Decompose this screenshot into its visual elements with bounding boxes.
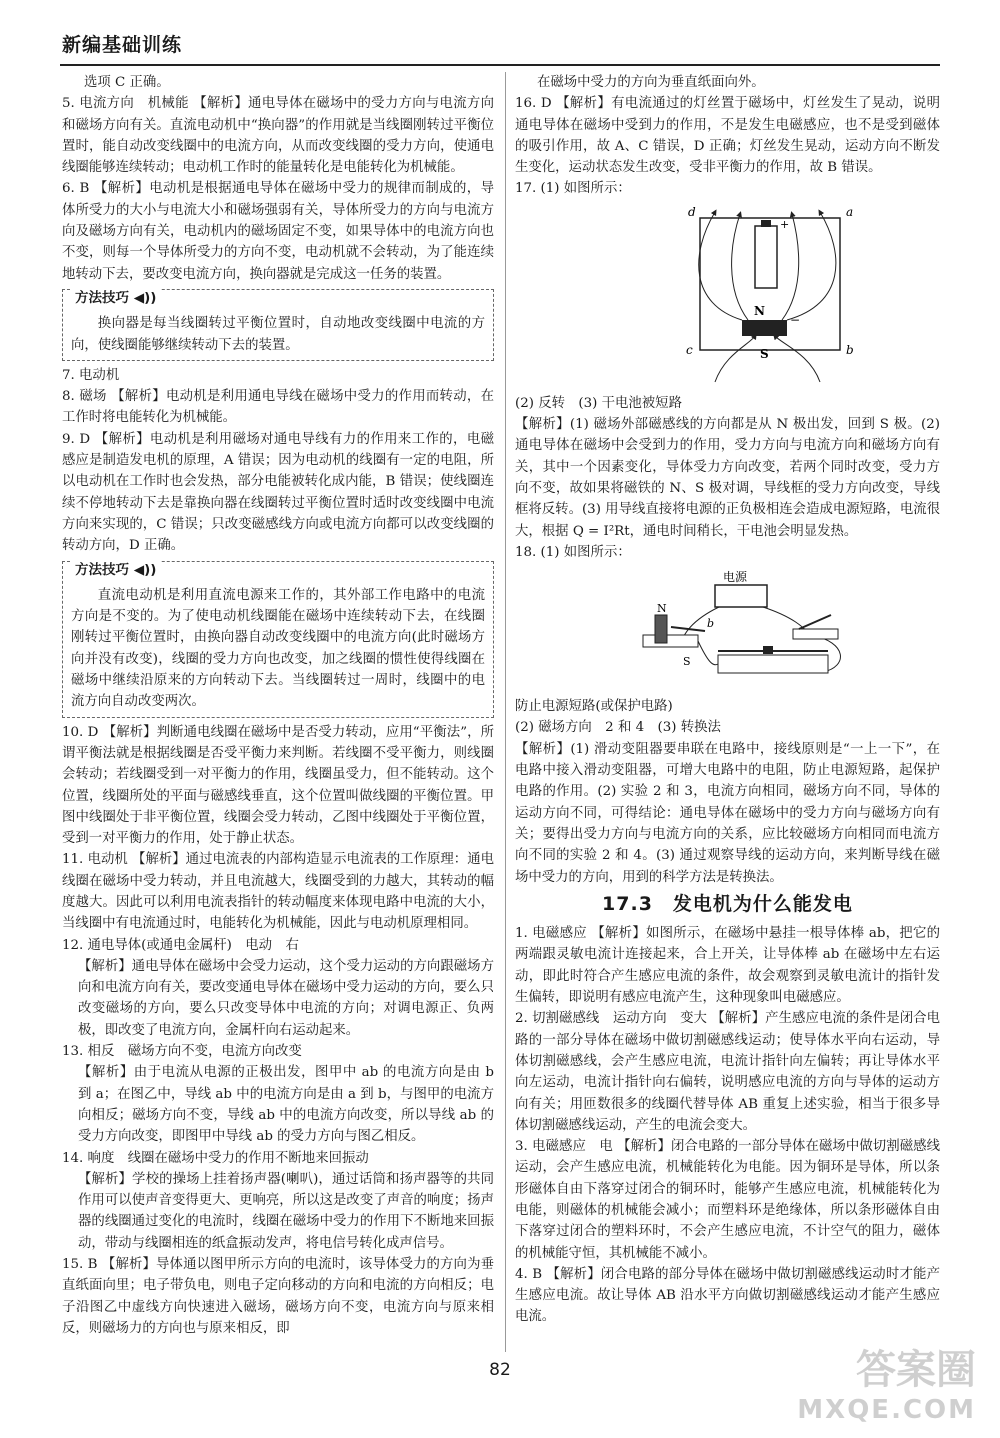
- battery-terminal: [761, 220, 771, 227]
- north-label: N: [657, 602, 667, 616]
- plus-label: +: [780, 217, 790, 231]
- section-answer-1: 1. 电磁感应 【解析】如图所示，在磁场中悬挂一根导体棒 ab，把它的两端跟灵敏电流计连接起来，合上开关，让导体棒 ab 在磁场中左右运动，即此时符合产生感应电流的条件，故会观察到灵敏电流计的指针发生偏转，即说明有感应电流产生，这种现象叫电磁感应。: [515, 926, 940, 1006]
- magnetic-field-diagram: [670, 204, 870, 389]
- power-supply-box: [715, 585, 767, 607]
- answer-18: 18. (1) 如图所示：: [515, 544, 631, 560]
- watermark-logo: 答案圈 MXQE.COM: [797, 1347, 976, 1425]
- answer-8: 8. 磁场 【解析】电动机是利用通电导线在磁场中受力的作用而转动，在工作时将电能转化为机械能。: [62, 389, 494, 426]
- field-line: [715, 336, 755, 382]
- south-label: S: [683, 655, 691, 669]
- battery-icon: [755, 226, 777, 288]
- answer-14-analysis: 【解析】学校的操场上挂着扬声器(喇叭)，通过话筒和扬声器等的共同作用可以使声音变得更大、更响亮，所以这是改变了声音的响度；扬声器的线圈通过变化的电流时，线圈在磁场中受力的作用下不断地来回振动，带动与线圈相连的纸盒振动发声，将电信号转化成声信号。: [78, 1171, 494, 1251]
- point-label-b: b: [707, 617, 715, 631]
- magnet: [655, 615, 667, 643]
- right-column: [515, 72, 940, 1328]
- corner-label-a: a: [846, 204, 854, 219]
- answer-18-parts: (2) 磁场方向 2 和 4 (3) 转换法: [515, 720, 721, 736]
- answer-text: 在磁场中受力的方向为垂直纸面向外。: [537, 75, 765, 90]
- corner-label-b: b: [846, 342, 854, 357]
- method-tip-title: 方法技巧 ◀)): [71, 288, 160, 309]
- answer-12-analysis: 【解析】通电导体在磁场中会受力运动，这个受力运动的方向跟磁场方向和电流方向有关，要改变通电导体在磁场中受力运动的方向，要么只改变磁场的方向，要么只改变导体中电流的方向；对调电源正、负两极，即改变了电流方向，金属杆向右运动起来。: [78, 958, 494, 1038]
- base-board: [643, 635, 698, 647]
- section-answer-3: 3. 电磁感应 电 【解析】闭合电路的一部分导体在磁场中做切割磁感线运动，会产生感应电流，机械能转化为电能。因为铜环是导体，所以条形磁体自由下落穿过闭合的铜环时，能够产生感应电流，机械能转化为电能，则磁体的机械能会减小；而塑料环是绝缘体，所以条形磁体自由下落穿过闭合的塑料环时，不会产生感应电流，不计空气的阻力，磁体的机械能守恒，其机械能不减小。: [515, 1139, 940, 1261]
- field-line: [732, 214, 748, 320]
- left-column: [62, 72, 494, 1339]
- wire: [698, 641, 718, 665]
- corner-label-c: c: [686, 342, 693, 357]
- minus-label: −: [790, 312, 801, 327]
- north-label: N: [754, 303, 765, 318]
- method-tip-text: 换向器是每当线圈转过平衡位置时，自动地改变线圈中电流的方向，使线圈能够继续转动下去的装置。: [71, 316, 485, 353]
- switch-lever: [799, 615, 831, 629]
- power-supply-label: 电源: [723, 570, 748, 585]
- method-tip-box: [62, 561, 494, 718]
- method-tip-title: 方法技巧 ◀)): [71, 560, 160, 581]
- speaker-icon: ◀)): [133, 289, 157, 306]
- book-title: 新编基础训练: [62, 34, 183, 56]
- section-answer-2: 2. 切割磁感线 运动方向 变大 【解析】产生感应电流的条件是闭合电路的一部分导体在磁场中做切割磁感线运动；使导体水平向右运动，导体切割磁感线，会产生感应电流，电流计指针向左偏转；再让导体水平向左运动，电流计指针向右偏转，说明感应电流的方向与导体的运动方向有关；用匝数很多的线圈代替导体 AB 重复上述实验，相当于很多导体切割磁感线运动，产生的电流会变大。: [515, 1011, 940, 1133]
- south-label: S: [760, 346, 769, 361]
- answer-9: 9. D 【解析】电动机是利用磁场对通电导线有力的作用来工作的，电磁感应是制造发电机的原理，A 错误；因为电动机的线圈有一定的电阻，所以电动机在工作时也会发热，部分电能被转化成内能，B 错误；使线圈连续不停地转动下去是靠换向器在线圈转过平衡位置时适时改变线圈中电流方向来实现的，C 错误；只改变磁感线方向或电流方向都可以改变线圈的转动方向，D 正确。: [62, 431, 494, 554]
- section-title: 17.3 发电机为什么能发电: [602, 892, 853, 915]
- answer-17-parts: (2) 反转 (3) 干电池被短路: [515, 395, 682, 411]
- answer-18-analysis: 【解析】(1) 滑动变阻器要串联在电路中，接线原则是“一上一下”，在电路中接入滑动变阻器，可增大电路中的电阻，防止电源短路，起保护电路的作用。(2) 实验 2 和 3，电流方向相同，磁场方向不同，导体的运动方向不同，可得结论：通电导体在磁场中的受力方向与磁场方向有关；要得出受力方向与电流方向的关系，应比较磁场方向相同而电流方向不同的实验 2 和 4。(3) 通过观察导线的运动方向，来判断导线在磁场中受力的方向，用到的科学方法是转换法。: [515, 741, 940, 885]
- circuit-apparatus-diagram: [633, 567, 863, 692]
- switch-base: [793, 629, 838, 639]
- section-answer-4: 4. B 【解析】闭合电路的部分导体在磁场中做切割磁感线运动时才能产生感应电流。故让导体 AB 沿水平方向做切割磁感线运动才能产生感应电流。: [515, 1266, 940, 1325]
- answer-5: 5. 电流方向 机械能 【解析】通电导体在磁场中的受力方向与电流方向和磁场方向有关。直流电动机中“换向器”的作用就是当线圈刚转过平衡位置时，能自动改变线圈中的电流方向，从而改变线圈的受力方向，使通电线圈能够连续转动；电动机工作时的能量转化是电能转化为机械能。: [62, 96, 494, 176]
- answer-18-line: 防止电源短路(或保护电路): [515, 699, 673, 715]
- speaker-icon: ◀)): [133, 561, 157, 578]
- answer-7: 7. 电动机: [62, 367, 120, 383]
- method-tip-text: 直流电动机是利用直流电源来工作的，其外部工作电路中的电流方向是不变的。为了使电动机线圈能在磁场中连续转动下去，在线圈刚转过平衡位置时，由换向器自动改变线圈中的电流方向(此时磁场方向并没有改变)，线圈的受力方向也改变，加之线圈的惯性使得线圈在磁场中继续沿原来的方向转动下去。当线圈转过一周时，线圈中的电流方向自动改变两次。: [71, 587, 485, 710]
- header-rule: [60, 64, 940, 66]
- answer-16: 16. D 【解析】有电流通过的灯丝置于磁场中，灯丝发生了晃动，说明通电导体在磁场中受到力的作用，不是发生电磁感应，也不是受到磁体的吸引作用，故 A、C 错误，D 正确；灯丝发生晃动，运动方向不断发生变化，运动状态发生改变，受非平衡力的作用，故 B 错误。: [515, 96, 940, 176]
- magnet-bar: [742, 320, 787, 336]
- column-divider: [505, 72, 506, 1352]
- answer-13-analysis: 【解析】由于电流从电源的正极出发，图甲中 ab 的电流方向是由 b 到 a；在图乙中，导线 ab 中的电流方向是由 a 到 b，与图甲的电流方向相反；磁场方向不变，导线 ab 中的电流方向改变，所以导线 ab 的受力方向改变，即图甲中导线 ab 的受力方向与图乙相反。: [78, 1065, 494, 1145]
- method-tip-box: [62, 289, 494, 361]
- rheostat: [718, 655, 828, 673]
- corner-label-d: d: [688, 204, 696, 219]
- page-number: 82: [489, 1360, 511, 1380]
- answer-12: 12. 通电导体(或通电金属杆) 电动 右: [62, 937, 299, 953]
- answer-text: 选项 C 正确。: [84, 75, 170, 90]
- field-line: [787, 212, 836, 320]
- answer-14: 14. 响度 线圈在磁场中受力的作用不断地来回振动: [62, 1150, 369, 1166]
- answer-13: 13. 相反 磁场方向不变，电流方向改变: [62, 1044, 302, 1060]
- answer-17: 17. (1) 如图所示：: [515, 181, 631, 197]
- answer-17-analysis: 【解析】(1) 磁场外部磁感线的方向都是从 N 极出发，回到 S 极。(2) 通电导体在磁场中会受到力的作用，受力方向与电流方向和磁场方向有关，其中一个因素变化，导体受力方向改变，若两个同时改变，受力方向不变，故如果将磁铁的 N、S 极对调，导线框的受力方向改变，导线框将反转。(3) 用导线直接将电源的正负极相连会造成电源短路，电流很大，根据 Q = I²Rt，通电时间稍长，干电池会明显发热。: [515, 417, 940, 539]
- answer-6: 6. B 【解析】电动机是根据通电导体在磁场中受力的规律而制成的，导体所受力的大小与电流大小和磁场强弱有关，导体所受力的方向与电流方向及磁场方向有关，电动机内的磁场固定不变，如果导体中的电流方向也不变，则每一个导体所受力的方向不变，电动机就不会转动，为了能连续地转动下去，要改变电流方向，换向器就是完成这一任务的装置。: [62, 181, 494, 282]
- answer-11: 11. 电动机 【解析】通过电流表的内部构造显示电流表的工作原理：通电线圈在磁场中受力转动，并且电流越大，线圈受到的力越大，其转动的幅度越大。因此可以利用电流表指针的转动幅度来体现电路中电流的大小，当线圈中有电流通过时，电能转化为机械能，因此与电动机原理相同。: [62, 852, 494, 932]
- answer-10: 10. D 【解析】判断通电线圈在磁场中是否受力转动，应用“平衡法”，所谓平衡法就是根据线圈是否受平衡力来判断。若线圈不受平衡力，则线圈会转动；若线圈受到一对平衡力的作用，线圈虽受力，但不能转动。这个位置，线圈所处的平面与磁感线垂直，这个位置叫做线圈的平衡位置。甲图中线圈处于非平衡位置，线圈会受力转动，乙图中线圈处于平衡位置，受到一对平衡力的作用，处于静止状态。: [62, 724, 494, 847]
- field-line: [775, 336, 820, 382]
- answer-15: 15. B 【解析】导体通以图甲所示方向的电流时，该导体受力的方向为垂直纸面向里；电子带负电，则电子定向移动的方向和电流的方向相反；电子沿图乙中虚线方向快速进入磁场，磁场方向不变，电流方向与原来相反，则磁场力的方向也与原来相反，即: [62, 1257, 494, 1336]
- rheostat-slider: [763, 646, 773, 654]
